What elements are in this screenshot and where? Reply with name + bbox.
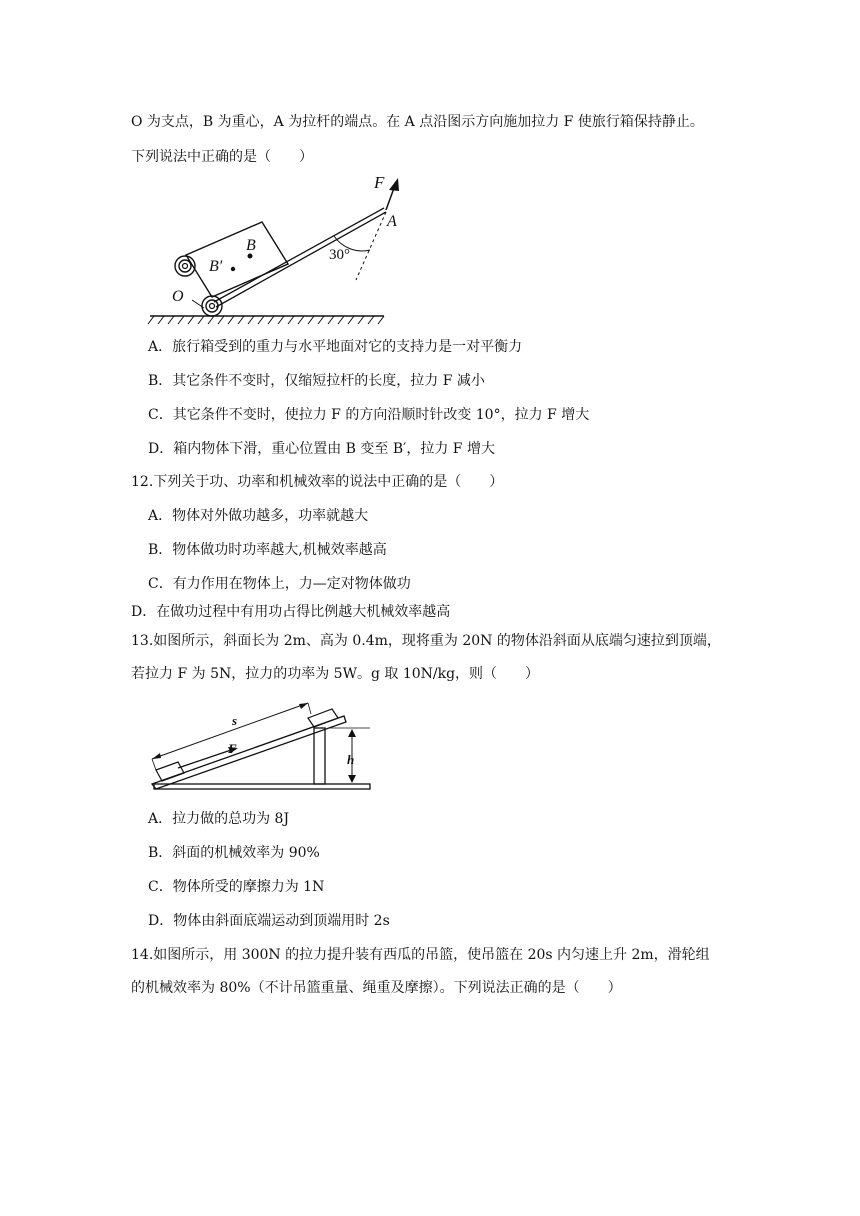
force-arrowhead-icon	[389, 178, 399, 191]
q13-option-b: B．斜面的机械效率为 90%	[148, 845, 320, 861]
s-arrow-left-icon	[152, 753, 161, 759]
label-f: F	[374, 173, 385, 192]
inclined-plane-figure	[148, 696, 378, 796]
q12-option-a: A．物体对外做功越多，功率就越大	[148, 508, 369, 524]
s-arrow-right-icon	[299, 703, 308, 709]
q12-stem: 12.下列关于功、功率和机械效率的说法中正确的是（ ）	[131, 474, 504, 490]
q13-option-a: A．拉力做的总功为 8J	[148, 811, 290, 827]
label-b: B	[246, 237, 256, 254]
q12-option-d: D．在做功过程中有用功占得比例越大机械效率越高	[131, 604, 451, 620]
q13-stem-line1: 13.如图所示，斜面长为 2m、高为 0.4m，现将重为 20N 的物体沿斜面从底端匀速拉到顶端，	[131, 633, 721, 649]
label-o: O	[172, 288, 184, 305]
point-b-prime-dot	[231, 267, 235, 271]
h-arrow-down-icon	[348, 775, 356, 783]
h-arrow-up-icon	[348, 729, 356, 737]
q13-option-d: D．物体由斜面底端运动到顶端用时 2s	[148, 913, 390, 929]
label-h: h	[347, 752, 355, 767]
q11-stem-line1: O 为支点，B 为重心，A 为拉杆的端点。在 A 点沿图示方向施加拉力 F 使旅行箱保持静止。	[131, 114, 704, 130]
label-s: s	[232, 713, 238, 728]
q11-option-d: D．箱内物体下滑，重心位置由 B 变至 B′，拉力 F 增大	[148, 441, 495, 457]
q12-option-c: C．有力作用在物体上，力—定对物体做功	[148, 576, 411, 592]
q11-option-b: B．其它条件不变时，仅缩短拉杆的长度，拉力 F 减小	[148, 373, 485, 389]
q12-option-b: B．物体做功时功率越大,机械效率越高	[148, 542, 387, 558]
label-b-prime: B′	[209, 258, 223, 275]
point-b-dot	[248, 254, 253, 259]
q11-option-c: C．其它条件不变时，使拉力 F 的方向沿顺时针改变 10°，拉力 F 增大	[148, 407, 590, 423]
q14-stem-line1: 14.如图所示，用 300N 的拉力提升装有西瓜的吊篮，使吊篮在 20s 内匀速上升 2m，滑轮组	[131, 947, 710, 963]
label-a: A	[387, 213, 397, 230]
q11-option-a: A．旅行箱受到的重力与水平地面对它的支持力是一对平衡力	[148, 339, 523, 355]
q13-option-c: C．物体所受的摩擦力为 1N	[148, 879, 325, 895]
q11-stem-line2: 下列说法中正确的是（ ）	[131, 149, 313, 165]
q13-stem-line2: 若拉力 F 为 5N，拉力的功率为 5W。g 取 10N/kg，则（ ）	[131, 666, 540, 682]
label-angle: 30°	[329, 247, 350, 263]
label-f: F	[228, 741, 237, 756]
suitcase-lever-figure	[148, 170, 397, 330]
q14-stem-line2: 的机械效率为 80%（不计吊篮重量、绳重及摩擦）。下列说法正确的是（ ）	[131, 980, 622, 996]
